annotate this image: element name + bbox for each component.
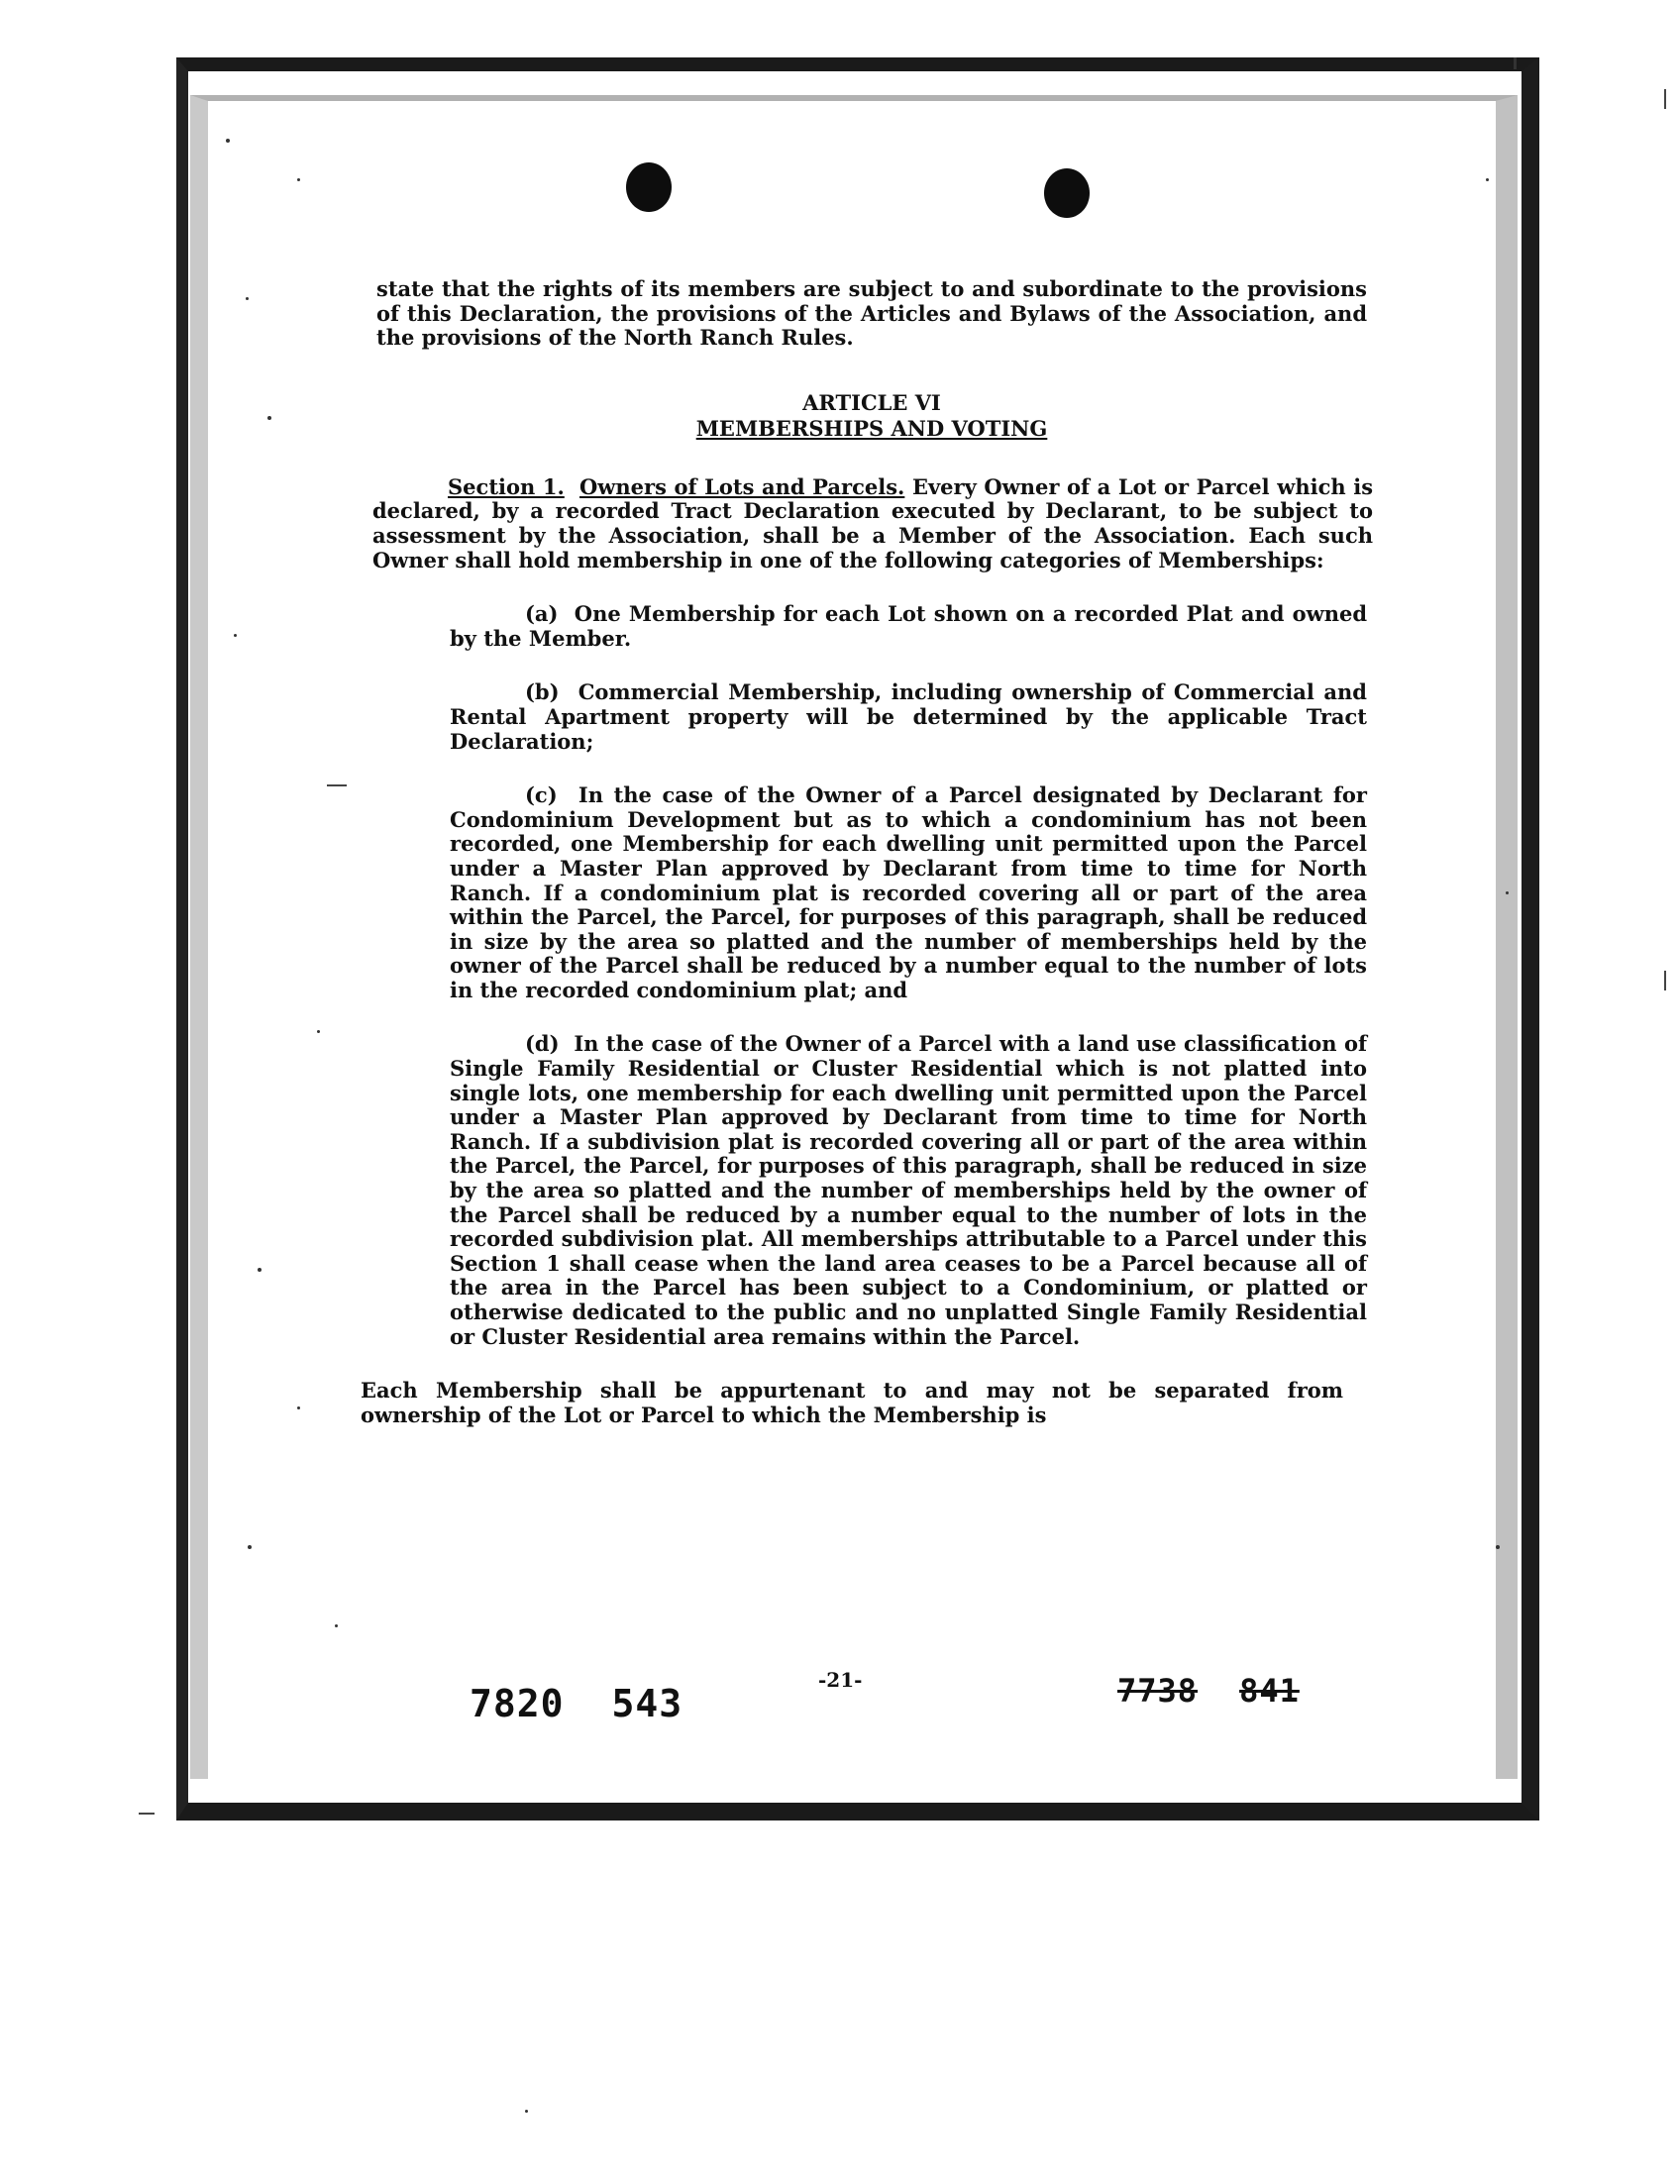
recording-stamp-current [470,1682,730,1725]
recording-stamp-struck [1117,1672,1341,1710]
stamp-page: 841 [1239,1672,1300,1710]
punch-hole [626,162,672,212]
section-heading: Section 1. [448,473,565,499]
paragraph-label: (b) [525,679,560,705]
scan-speckle [248,1545,252,1549]
scan-speckle [1486,178,1489,181]
article-heading [376,390,1367,442]
scan-speckle [246,297,249,300]
document-body [361,276,1374,1427]
scan-speckle [1514,57,1517,69]
paragraph-a [450,602,1367,651]
scan-speckle [1496,1545,1500,1549]
scan-speckle [317,1030,320,1033]
paragraph-text: In the case of the Owner of a Parcel designated by Declarant for Condominium Development but as to which a condominium has not been recorded, one Membership for each dwelling unit permitted upon the Parcel under a Master Plan approved by Declarant from time to time for North Ranch. If a condominium plat is recorded covering all or part of the area within the Parcel, the Parcel, for purposes of this paragraph, shall be reduced in size by the area so platted and the number of memberships held by the owner of the Parcel shall be reduced by a number equal to the number of lots in the recorded condominium plat; and [450,782,1367,1002]
paragraph-label: (d) [525,1031,560,1057]
paragraph-text: One Membership for each Lot shown on a recorded Plat and owned by the Member. [450,601,1368,651]
punch-hole [1044,168,1090,218]
scan-speckle [258,1268,262,1272]
paragraph-label: (a) [525,601,559,627]
scan-speckle [335,1624,338,1627]
scan-speckle [234,634,237,637]
paragraph-c [450,783,1367,1002]
scan-speckle [525,2110,528,2113]
paragraph-text: In the case of the Owner of a Parcel with a land use classification of Single Family Residential or Cluster Residential which is not platted into single lots, one membership for each dwelling unit permitted upon the Parcel under a Master Plan approved by Declarant from time to time for North Ranch. If a subdivision plat is recorded covering all or part of the area within the Parcel, the Parcel, for purposes of this paragraph, shall be reduced in size by the area so platted and the number of memberships held by the owner of the Parcel shall be reduced by a number equal to the number of lots in the recorded subdivision plat. All memberships attributable to a Parcel under this Section 1 shall cease when the land area ceases to be a Parcel because all of the area in the Parcel has been subject to a Condominium, or platted or otherwise dedicated to the public and no unplatted Single Family Residential or Cluster Residential area remains within the Parcel. [450,1031,1367,1349]
intro-paragraph: state that the rights of its members are subject to and subordinate to the provisions of this Declaration, the provisions of the Articles and Bylaws of the Association, and the provisions of the North Ranch Rules. [376,276,1367,351]
scan-speckle [1506,891,1509,894]
paragraph-text: Commercial Membership, including ownership of Commercial and Rental Apartment property will be determined by the applicable Tract Declaration; [450,679,1367,754]
margin-mark [327,784,347,786]
scan-speckle [267,416,271,420]
section-1-paragraph [372,475,1373,572]
margin-mark [139,1813,155,1815]
section-body: Every Owner of a Lot or Parcel which is declared, by a recorded Tract Declaration executed by Declarant, to be subject to assessment by the Association, shall be a Member of the Association. Each such Owner shall hold membership in one of the following categories of Memberships: [372,473,1374,572]
scan-speckle [297,1406,300,1409]
paragraph-b [450,680,1367,754]
margin-mark [1664,971,1666,990]
scan-speckle [297,178,300,181]
closing-paragraph: Each Membership shall be appurtenant to and may not be separated from ownership of the Lot or Parcel to which the Membership is [361,1378,1343,1427]
section-subheading: Owners of Lots and Parcels. [579,473,905,499]
article-subtitle: MEMBERSHIPS AND VOTING [695,415,1048,441]
paragraph-d [450,1032,1367,1349]
stamp-book: 7820 [470,1682,565,1725]
stamp-book: 7738 [1117,1672,1199,1710]
paragraph-label: (c) [525,782,558,808]
scan-speckle [226,139,230,143]
margin-mark [1664,89,1666,109]
stamp-page: 543 [611,1682,683,1725]
article-title: ARTICLE VI [802,389,941,415]
page-number: -21- [818,1668,863,1692]
